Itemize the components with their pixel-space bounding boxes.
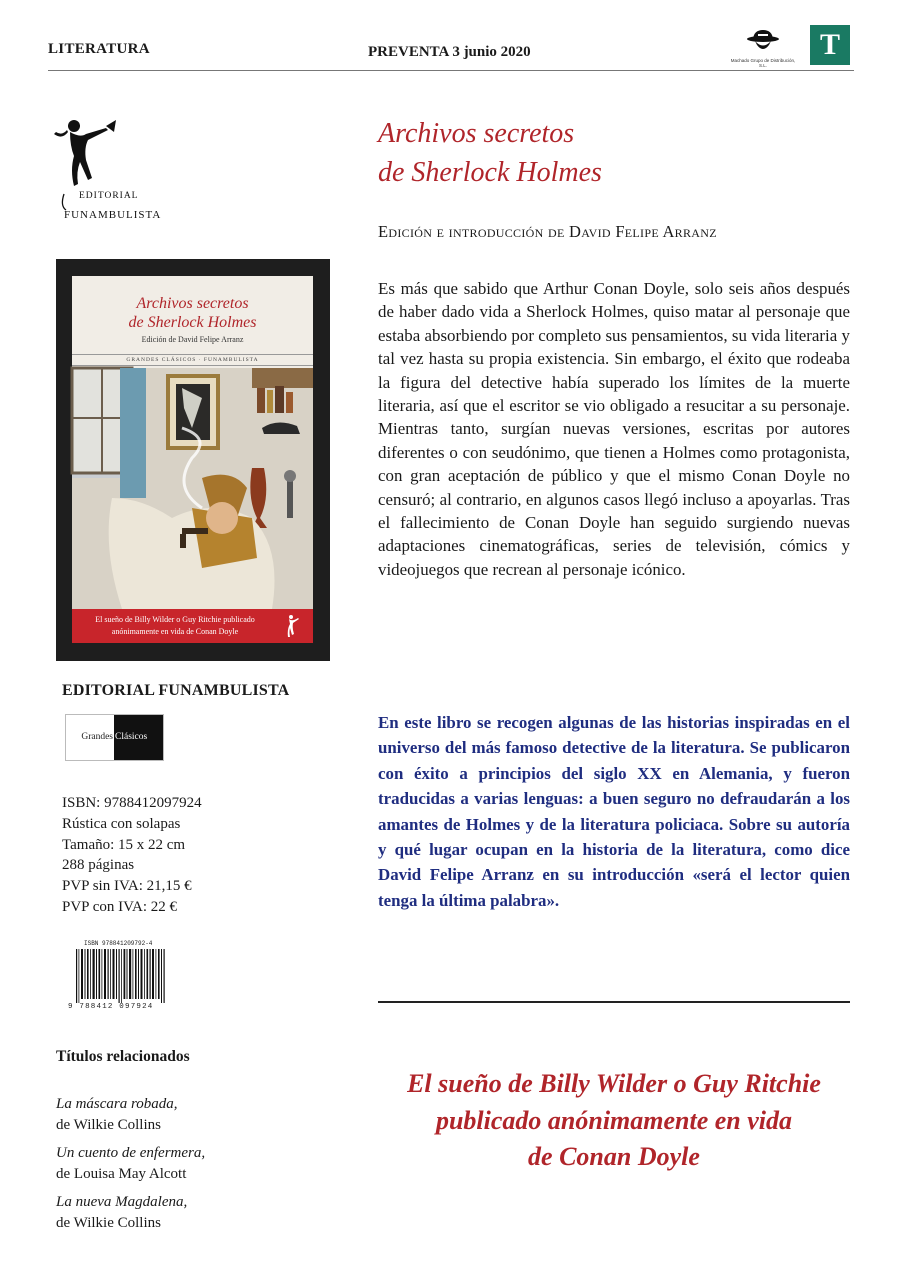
- related-title: La nueva Magdalena,: [56, 1194, 188, 1210]
- book-title-line1: Archivos secretos: [378, 118, 575, 149]
- cover-title: Archivos secretos de Sherlock Holmes: [128, 295, 257, 331]
- section-rule: [378, 1001, 850, 1003]
- t-logo: T: [810, 25, 850, 65]
- cover-band: [72, 609, 313, 643]
- related-title: La máscara robada,: [56, 1096, 178, 1112]
- highlight-text: En este libro se recogen algunas de las historias inspiradas en el universo del más famoso detective de la literatura. Se publicaron con éxito a principios del siglo XX en Alemania, y fueron traducidas a varias lenguas: a buen seguro no defraudarán a los amantes de Holmes y de la literatura policiaca. Sobre su autoría y qué lugar ocupan en la historia de la literatura, como dice David Felipe Arranz en su introducción «será el lector quien tenga la última palabra».: [378, 713, 850, 910]
- tagline-line1: El sueño de Billy Wilder o Guy Ritchie: [407, 1069, 821, 1098]
- collection-badge-right: Clásicos: [114, 715, 163, 760]
- related-heading: Títulos relacionados: [56, 1048, 190, 1065]
- related-author: de Louisa May Alcott: [56, 1166, 187, 1182]
- book-specs: [62, 793, 202, 918]
- related-title: Un cuento de enfermera,: [56, 1145, 206, 1161]
- presale-date: PREVENTA 3 junio 2020: [368, 44, 531, 60]
- related-item: [56, 1094, 205, 1136]
- cover-band-figure: [284, 614, 302, 638]
- barcode: [68, 940, 176, 1020]
- logo-line2: FUNAMBULISTA: [64, 209, 162, 221]
- barcode-digits: 9 788412 097924: [68, 1003, 154, 1011]
- synopsis: Es más que sabido que Arthur Conan Doyle, solo seis años después de haber dado vida a Sherlock Holmes, quiso matar al personaje que estaba absorbiendo por completo sus pensamientos, su vida literaria y tal vez hasta su propia existencia. Sin embargo, el éxito que rodeaba la figura del detective había superado los límites de la muerte literaria, así que el escritor se vio obligado a resucitar a su personaje. Mientras tanto, surgían nuevas versiones, escritas por autores diferentes o con seudónimo, que tienen a Holmes como protagonista, con gran aceptación de público y que el mismo Conan Doyle no censuró; al contrario, en algunos casos llegó incluso a apoyarlas. Tras el fallecimiento de Conan Doyle han seguido surgiendo nuevas adaptaciones cinematográficas, series de televisión, cómics y videojuegos que recrean al personaje icónico.: [378, 279, 850, 579]
- spec-price-no-vat: PVP sin IVA: 21,15 €: [62, 878, 192, 895]
- barcode-isbn-label: ISBN 978841209792-4: [84, 940, 153, 947]
- book-title: [378, 114, 602, 192]
- tagline: [378, 1066, 850, 1176]
- tagline-line2: publicado anónimamente en vida: [435, 1105, 793, 1135]
- related-author: de Wilkie Collins: [56, 1117, 161, 1133]
- book-title-line2: de Sherlock Holmes: [378, 157, 602, 188]
- book-cover: [56, 259, 330, 661]
- funambulista-logo: [50, 112, 162, 232]
- collection-badge-left: Grandes: [66, 715, 114, 760]
- publisher-name: EDITORIAL FUNAMBULISTA: [62, 682, 290, 699]
- spec-binding: Rústica con solapas: [62, 815, 181, 832]
- spec-pages: 288 páginas: [62, 857, 135, 874]
- book-edition: Edición e introducción de David Felipe Arranz: [378, 222, 717, 241]
- cover-illustration: [72, 368, 313, 609]
- collection-badge: [65, 714, 164, 761]
- cover-band-text: El sueño de Billy Wilder o Guy Ritchie publicado anónimamente en vida de Conan Doyle: [95, 615, 255, 636]
- logo-line1: EDITORIAL: [79, 191, 139, 201]
- related-list: [56, 1094, 205, 1241]
- barcode-bars: [68, 949, 176, 1011]
- distributor-logo: [728, 26, 798, 66]
- related-author: de Wilkie Collins: [56, 1215, 161, 1231]
- cover-collection: GRANDES CLÁSICOS · FUNAMBULISTA: [72, 354, 313, 366]
- section-label: LITERATURA: [48, 41, 150, 57]
- spec-price-vat: PVP con IVA: 22 €: [62, 898, 178, 915]
- header-rule: [48, 70, 854, 71]
- spec-size: Tamaño: 15 x 22 cm: [62, 836, 186, 853]
- tagline-line3: de Conan Doyle: [528, 1142, 700, 1171]
- cover-edition: Edición de David Felipe Arranz: [141, 335, 244, 344]
- distributor-logo-text: Machado Grupo de Distribución, S.L.: [730, 58, 796, 68]
- spec-isbn: ISBN: 9788412097924: [62, 795, 202, 811]
- related-item: [56, 1192, 205, 1234]
- related-item: [56, 1143, 205, 1185]
